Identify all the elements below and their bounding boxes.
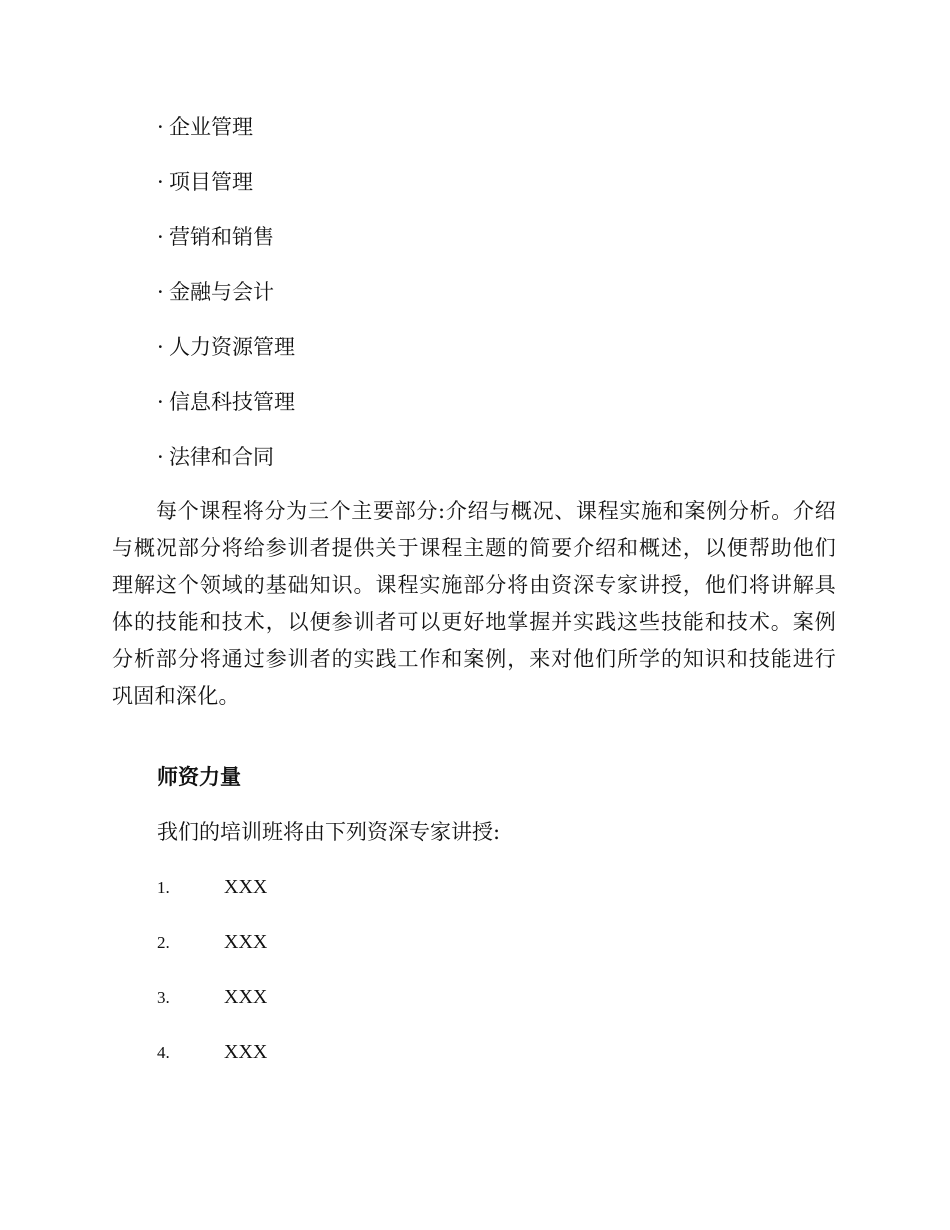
list-item-text: 人力资源管理	[169, 335, 295, 359]
bullet-icon: ·	[157, 445, 164, 469]
list-item-text: 企业管理	[169, 115, 253, 139]
expert-list-item	[157, 925, 267, 980]
list-item	[157, 440, 295, 495]
bullet-icon: ·	[157, 280, 164, 304]
bullet-icon: ·	[157, 390, 164, 414]
list-item-text: 金融与会计	[169, 280, 274, 304]
expert-list-item	[157, 980, 267, 1035]
expert-name: XXX	[224, 931, 268, 953]
list-item-text: 信息科技管理	[169, 390, 295, 414]
bullet-icon: ·	[157, 115, 164, 139]
expert-list-item	[157, 1035, 267, 1090]
expert-list-item	[157, 870, 267, 925]
list-item	[157, 385, 295, 440]
expert-list	[157, 870, 267, 1090]
list-item	[157, 165, 295, 220]
list-item	[157, 110, 295, 165]
experts-intro-text: 我们的培训班将由下列资深专家讲授:	[157, 820, 501, 844]
list-item	[157, 220, 295, 275]
bullet-icon: ·	[157, 335, 164, 359]
expert-name: XXX	[224, 1041, 268, 1063]
list-number: 1.	[157, 878, 170, 897]
list-number: 3.	[157, 988, 170, 1007]
list-item-text: 项目管理	[169, 170, 253, 194]
course-structure-paragraph: 每个课程将分为三个主要部分:介绍与概况、课程实施和案例分析。介绍与概况部分将给参训者提供关于课程主题的简要介绍和概述，以便帮助他们理解这个领域的基础知识。课程实施部分将由资深专家讲授，他们将讲解具体的技能和技术，以便参训者可以更好地掌握并实践这些技能和技术。案例分析部分将通过参训者的实践工作和案例，来对他们所学的知识和技能进行巩固和深化。	[112, 499, 836, 708]
expert-name: XXX	[224, 986, 268, 1008]
bullet-icon: ·	[157, 170, 164, 194]
list-number: 2.	[157, 933, 170, 952]
list-item-text: 法律和合同	[169, 445, 274, 469]
list-item	[157, 275, 295, 330]
course-topic-list	[157, 110, 295, 495]
list-number: 4.	[157, 1043, 170, 1062]
expert-name: XXX	[224, 876, 268, 898]
list-item-text: 营销和销售	[169, 225, 274, 249]
bullet-icon: ·	[157, 225, 164, 249]
list-item	[157, 330, 295, 385]
section-heading: 师资力量	[157, 765, 241, 789]
